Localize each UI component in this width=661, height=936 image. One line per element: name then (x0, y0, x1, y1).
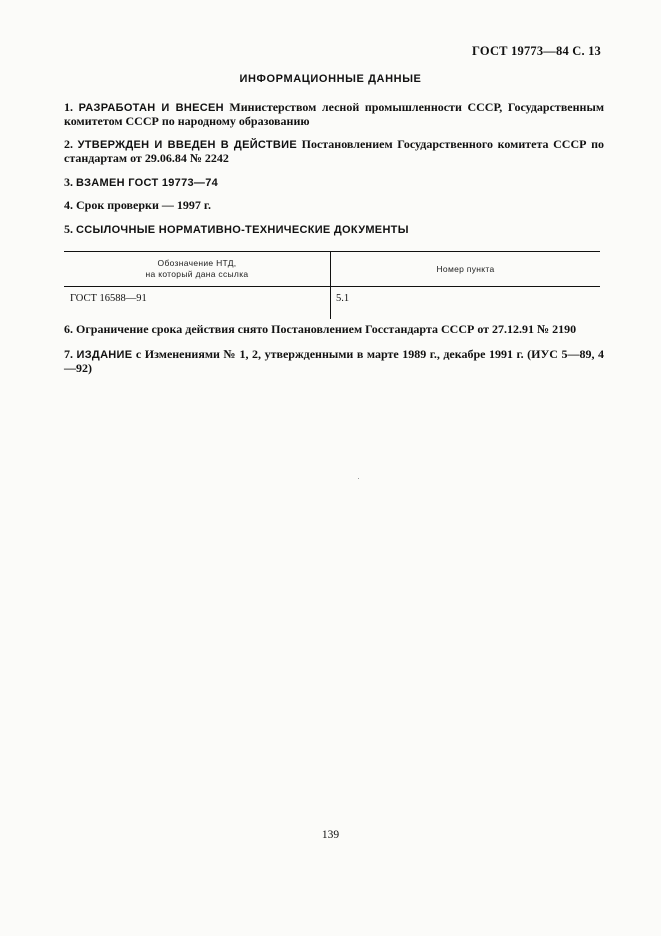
item-number: 7. (64, 347, 73, 361)
page-number: 139 (321, 829, 340, 841)
info-item-6 (64, 323, 604, 337)
item-number: 4. (64, 198, 73, 212)
item-text: Постановлением Государственного комитета СССР по стандартам от 29.06.84 № 2242 (64, 137, 604, 165)
cell-document: ГОСТ 16588—91 (64, 287, 331, 320)
item-lead: ВЗАМЕН ГОСТ 19773—74 (76, 177, 219, 189)
column-header-document (64, 252, 331, 287)
item-number: 3. (64, 175, 73, 189)
info-item-7 (64, 348, 604, 375)
item-number: 6. (64, 322, 73, 336)
table-header-row (64, 252, 600, 287)
reference-documents-table (64, 251, 600, 319)
item-number: 2. (64, 137, 73, 151)
item-text: Ограничение срока действия снято Постановлением Госстандарта СССР от 27.12.91 № 2190 (76, 322, 577, 336)
item-lead: ИЗДАНИЕ (76, 349, 133, 361)
info-item-5 (64, 223, 604, 237)
column-header-clause: Номер пункта (331, 252, 601, 287)
info-item-4 (64, 199, 604, 213)
item-text: Срок проверки — 1997 г. (76, 198, 211, 212)
column-header-line: на который дана ссылка (145, 269, 249, 279)
item-text: с Изменениями № 1, 2, утвержденными в марте 1989 г., декабре 1991 г. (ИУС 5—89, 4—92) (64, 347, 604, 375)
info-item-2 (64, 138, 604, 165)
section-title: ИНФОРМАЦИОННЫЕ ДАННЫЕ (239, 73, 422, 85)
info-item-1 (64, 101, 604, 128)
info-item-3 (64, 176, 604, 190)
item-lead: РАЗРАБОТАН И ВНЕСЕН (78, 102, 224, 114)
page-header-code: ГОСТ 19773—84 С. 13 (472, 44, 601, 58)
cell-clause: 5.1 (336, 293, 350, 304)
item-lead: УТВЕРЖДЕН И ВВЕДЕН В ДЕЙСТВИЕ (77, 139, 297, 151)
table-row (64, 287, 600, 320)
item-text: Министерством лесной промышленности СССР, Государственным комитетом СССР по народному образованию (64, 100, 605, 128)
item-number: 1. (64, 100, 73, 114)
item-lead: ССЫЛОЧНЫЕ НОРМАТИВНО-ТЕХНИЧЕСКИЕ ДОКУМЕНТЫ (76, 224, 409, 236)
item-number: 5. (64, 222, 73, 236)
column-header-line: Обозначение НТД, (157, 258, 237, 268)
scan-speck (358, 478, 359, 479)
